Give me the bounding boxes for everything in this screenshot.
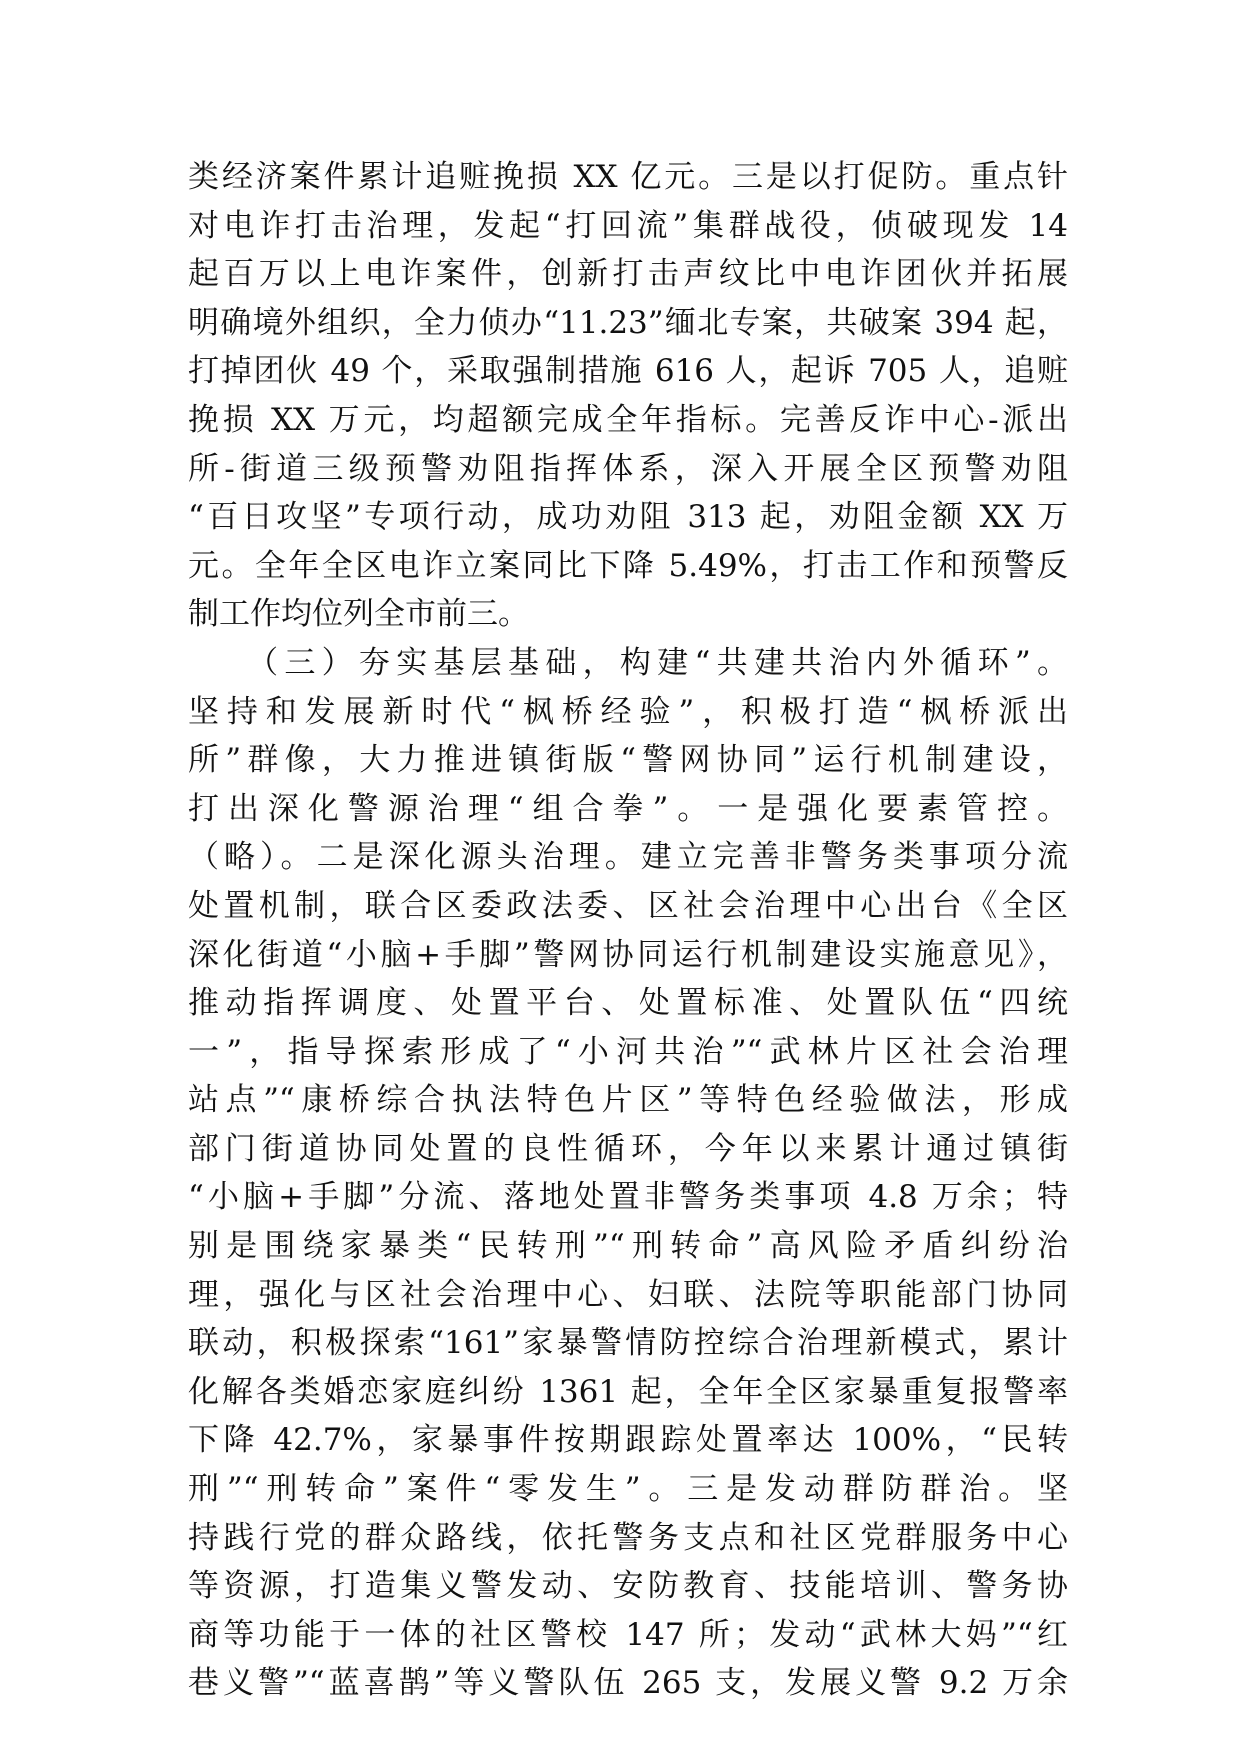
text-line: 等资源，打造集义警发动、安防教育、技能培训、警务协 bbox=[188, 1568, 1068, 1605]
text-line: 推动指挥调度、处置平台、处置标准、处置队伍“四统 bbox=[188, 985, 1068, 1022]
body-text bbox=[188, 153, 1068, 1708]
text-line: 对电诈打击治理，发起“打回流”集群战役，侦破现发 14 bbox=[188, 207, 1068, 244]
text-line: 制工作均位列全市前三。 bbox=[188, 596, 529, 633]
section-heading-line: （三）夯实基层基础，构建“共建共治内外循环”。 bbox=[188, 644, 1068, 681]
text-line: “小脑+手脚”分流、落地处置非警务类事项 4.8 万余；特 bbox=[188, 1179, 1068, 1216]
text-line: 巷义警”“蓝喜鹊”等义警队伍 265 支，发展义警 9.2 万余 bbox=[188, 1665, 1068, 1702]
text-line: “百日攻坚”专项行动，成功劝阻 313 起，劝阻金额 XX 万 bbox=[188, 499, 1068, 536]
text-line: 别是围绕家暴类“民转刑”“刑转命”高风险矛盾纠纷治 bbox=[188, 1228, 1068, 1265]
text-line: 深化街道“小脑+手脚”警网协同运行机制建设实施意见》， bbox=[188, 936, 1068, 973]
text-line: （略）。二是深化源头治理。建立完善非警务类事项分流 bbox=[188, 839, 1068, 876]
text-line: 挽损 XX 万元，均超额完成全年指标。完善反诈中心-派出 bbox=[188, 401, 1068, 438]
text-line: 坚持和发展新时代“枫桥经验”，积极打造“枫桥派出 bbox=[188, 693, 1068, 730]
text-line: 刑”“刑转命”案件“零发生”。三是发动群防群治。坚 bbox=[188, 1471, 1068, 1508]
text-line: 下降 42.7%，家暴事件按期跟踪处置率达 100%，“民转 bbox=[188, 1422, 1068, 1459]
text-line: 元。全年全区电诈立案同比下降 5.49%，打击工作和预警反 bbox=[188, 547, 1068, 584]
text-line: 类经济案件累计追赃挽损 XX 亿元。三是以打促防。重点针 bbox=[188, 159, 1068, 195]
text-line: 持践行党的群众路线，依托警务支点和社区党群服务中心 bbox=[188, 1519, 1068, 1556]
text-line: 明确境外组织，全力侦办“11.23”缅北专案，共破案 394 起， bbox=[188, 304, 1068, 341]
text-line: 所”群像，大力推进镇街版“警网协同”运行机制建设， bbox=[188, 742, 1068, 779]
text-line: 商等功能于一体的社区警校 147 所；发动“武林大妈”“红 bbox=[188, 1616, 1068, 1653]
text-line: 所-街道三级预警劝阻指挥体系，深入开展全区预警劝阻 bbox=[188, 450, 1068, 487]
text-line: 打出深化警源治理“组合拳”。一是强化要素管控。 bbox=[188, 790, 1068, 827]
text-line: 一”，指导探索形成了“小河共治”“武林片区社会治理 bbox=[188, 1033, 1068, 1070]
text-line: 化解各类婚恋家庭纠纷 1361 起，全年全区家暴重复报警率 bbox=[188, 1373, 1068, 1410]
text-line: 联动，积极探索“161”家暴警情防控综合治理新模式，累计 bbox=[188, 1325, 1068, 1362]
text-line: 打掉团伙 49 个，采取强制措施 616 人，起诉 705 人，追赃 bbox=[188, 353, 1068, 390]
text-line: 站点”“康桥综合执法特色片区”等特色经验做法，形成 bbox=[188, 1082, 1068, 1119]
text-line: 部门街道协同处置的良性循环，今年以来累计通过镇街 bbox=[188, 1130, 1068, 1167]
text-line: 处置机制，联合区委政法委、区社会治理中心出台《全区 bbox=[188, 887, 1068, 924]
text-line: 起百万以上电诈案件，创新打击声纹比中电诈团伙并拓展 bbox=[188, 256, 1068, 293]
text-line: 理，强化与区社会治理中心、妇联、法院等职能部门协同 bbox=[188, 1276, 1068, 1313]
